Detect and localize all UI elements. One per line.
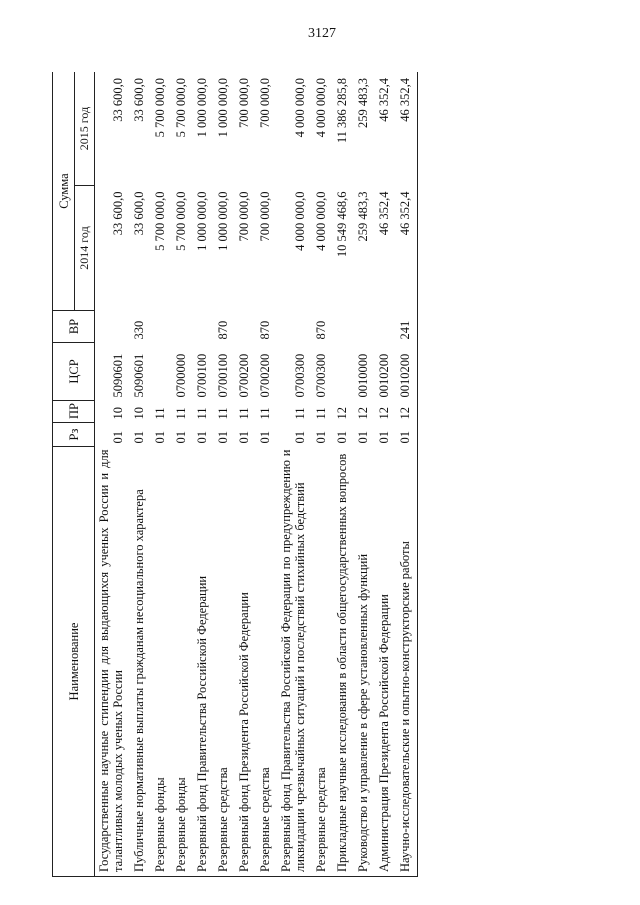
cell-2015: 1 000 000,0 [193, 72, 214, 186]
cell-vr [333, 311, 354, 343]
cell-2015: 4 000 000,0 [312, 72, 333, 186]
cell-vr: 870 [216, 320, 230, 340]
table-row [172, 72, 193, 877]
cell-2015: 700 000,0 [235, 72, 256, 186]
cell-2014: 46 352,4 [396, 186, 418, 311]
cell-csr: 0700300 [293, 353, 307, 398]
cell-csr: 0700200 [258, 353, 272, 398]
table-row [396, 72, 418, 877]
cell-name: Государственные научные стипендии для выдающихся ученых России и для талантливых молодых ученых России [95, 447, 131, 877]
cell-pr: 11 [195, 407, 209, 420]
cell-csr: 5090601 [111, 353, 125, 398]
cell-vr [277, 311, 312, 343]
cell-csr: 0700100 [195, 353, 209, 398]
table-row [312, 72, 333, 877]
cell-rz: 01 [111, 431, 125, 444]
budget-table-wrapper [52, 72, 564, 877]
table-row [235, 72, 256, 877]
cell-vr [193, 311, 214, 343]
cell-rz: 01 [335, 431, 349, 444]
cell-pr: 12 [377, 407, 391, 420]
table-row [214, 72, 235, 877]
table-body [95, 72, 418, 877]
cell-vr [354, 311, 375, 343]
cell-pr: 11 [293, 407, 307, 420]
cell-2014: 4 000 000,0 [293, 191, 307, 251]
cell-2015: 5 700 000,0 [172, 72, 193, 186]
table-row [95, 72, 131, 877]
table-row [130, 72, 151, 877]
cell-name: Администрация Президента Российской Федерации [375, 447, 396, 877]
cell-name: Резервные фонды [172, 447, 193, 877]
cell-name: Прикладные научные исследования в области общегосударственных вопросов [333, 447, 354, 877]
table-row [375, 72, 396, 877]
table-row [193, 72, 214, 877]
cell-vr: 870 [314, 320, 328, 340]
cell-pr: 12 [356, 407, 370, 420]
table-row [151, 72, 172, 877]
cell-rz: 01 [195, 431, 209, 444]
cell-csr [151, 343, 172, 401]
cell-name: Публичные нормативные выплаты гражданам несоциального характера [130, 447, 151, 877]
cell-2015: 5 700 000,0 [151, 72, 172, 186]
cell-2015: 46 352,4 [396, 72, 418, 186]
cell-2014: 33 600,0 [111, 191, 125, 236]
cell-2014: 259 483,3 [356, 191, 370, 242]
cell-csr: 0700000 [174, 353, 188, 398]
cell-2014: 5 700 000,0 [153, 191, 167, 251]
table-row [256, 72, 277, 877]
cell-name: Руководство и управление в сфере установленных функций [354, 447, 375, 877]
cell-vr: 241 [396, 311, 418, 343]
table-row [277, 72, 312, 877]
cell-2014: 5 700 000,0 [174, 191, 188, 251]
cell-2014: 33 600,0 [132, 191, 146, 236]
cell-csr: 0010200 [377, 353, 391, 398]
cell-csr [333, 343, 354, 401]
rotated-table-frame [52, 72, 564, 877]
cell-pr: 12 [335, 407, 349, 420]
cell-pr: 11 [258, 407, 272, 420]
header-sum: Сумма [53, 72, 75, 311]
cell-pr: 10 [132, 407, 146, 420]
cell-pr: 11 [314, 407, 328, 420]
cell-rz: 01 [396, 423, 418, 447]
cell-rz: 01 [237, 431, 251, 444]
cell-2015: 33 600,0 [130, 72, 151, 186]
page-number: 3127 [308, 26, 336, 41]
cell-rz: 01 [153, 431, 167, 444]
cell-name: Резервные средства [256, 447, 277, 877]
cell-pr: 12 [396, 401, 418, 423]
cell-vr: 870 [258, 320, 272, 340]
cell-vr [151, 311, 172, 343]
cell-pr: 11 [153, 407, 167, 420]
cell-pr: 11 [216, 407, 230, 420]
header-year-2014: 2014 год [75, 186, 95, 311]
cell-vr [375, 311, 396, 343]
cell-2015: 1 000 000,0 [214, 72, 235, 186]
header-pr: ПР [53, 401, 95, 423]
table-row [333, 72, 354, 877]
cell-2014: 4 000 000,0 [314, 191, 328, 251]
cell-2015: 259 483,3 [354, 72, 375, 186]
cell-csr: 0010000 [356, 353, 370, 398]
cell-rz: 01 [216, 431, 230, 444]
cell-2015: 46 352,4 [375, 72, 396, 186]
cell-rz: 01 [377, 431, 391, 444]
cell-csr: 0700100 [216, 353, 230, 398]
cell-name: Резервные фонды [151, 447, 172, 877]
cell-2014: 1 000 000,0 [216, 191, 230, 251]
cell-2015: 11 386 285,8 [333, 72, 354, 186]
cell-vr [172, 311, 193, 343]
cell-2015: 700 000,0 [256, 72, 277, 186]
cell-vr [95, 311, 131, 343]
cell-csr: 0700200 [237, 353, 251, 398]
cell-name: Резервные средства [214, 447, 235, 877]
cell-rz: 01 [174, 431, 188, 444]
cell-rz: 01 [132, 431, 146, 444]
header-year-2015: 2015 год [75, 72, 95, 186]
cell-pr: 11 [237, 407, 251, 420]
cell-vr [235, 311, 256, 343]
cell-2014: 10 549 468,6 [335, 191, 349, 258]
cell-2015: 33 600,0 [95, 72, 131, 186]
cell-name: Резервный фонд Президента Российской Федерации [235, 447, 256, 877]
cell-name: Резервный фонд Правительства Российской Федерации по предупреждению и ликвидации чрезвычайных ситуаций и последствий стихийных бедствий [277, 447, 312, 877]
cell-2015: 4 000 000,0 [277, 72, 312, 186]
header-rz: Рз [53, 423, 95, 447]
budget-table [52, 72, 418, 877]
header-name: Наименование [53, 447, 95, 877]
table-header [53, 72, 95, 877]
cell-rz: 01 [293, 431, 307, 444]
cell-vr: 330 [132, 320, 146, 340]
cell-2014: 700 000,0 [258, 191, 272, 242]
cell-rz: 01 [258, 431, 272, 444]
cell-2014: 1 000 000,0 [195, 191, 209, 251]
header-csr: ЦСР [53, 343, 95, 401]
cell-pr: 10 [111, 407, 125, 420]
cell-2014: 46 352,4 [377, 191, 391, 236]
cell-name: Научно-исследовательские и опытно-конструкторские работы [396, 447, 418, 877]
cell-csr: 0700300 [314, 353, 328, 398]
table-row [354, 72, 375, 877]
cell-2014: 700 000,0 [237, 191, 251, 242]
cell-rz: 01 [356, 431, 370, 444]
cell-pr: 11 [174, 407, 188, 420]
cell-name: Резервный фонд Правительства Российской Федерации [193, 447, 214, 877]
cell-rz: 01 [314, 431, 328, 444]
cell-name: Резервные средства [312, 447, 333, 877]
header-vr: ВР [53, 311, 95, 343]
cell-csr: 0010200 [396, 343, 418, 401]
cell-csr: 5090601 [132, 353, 146, 398]
